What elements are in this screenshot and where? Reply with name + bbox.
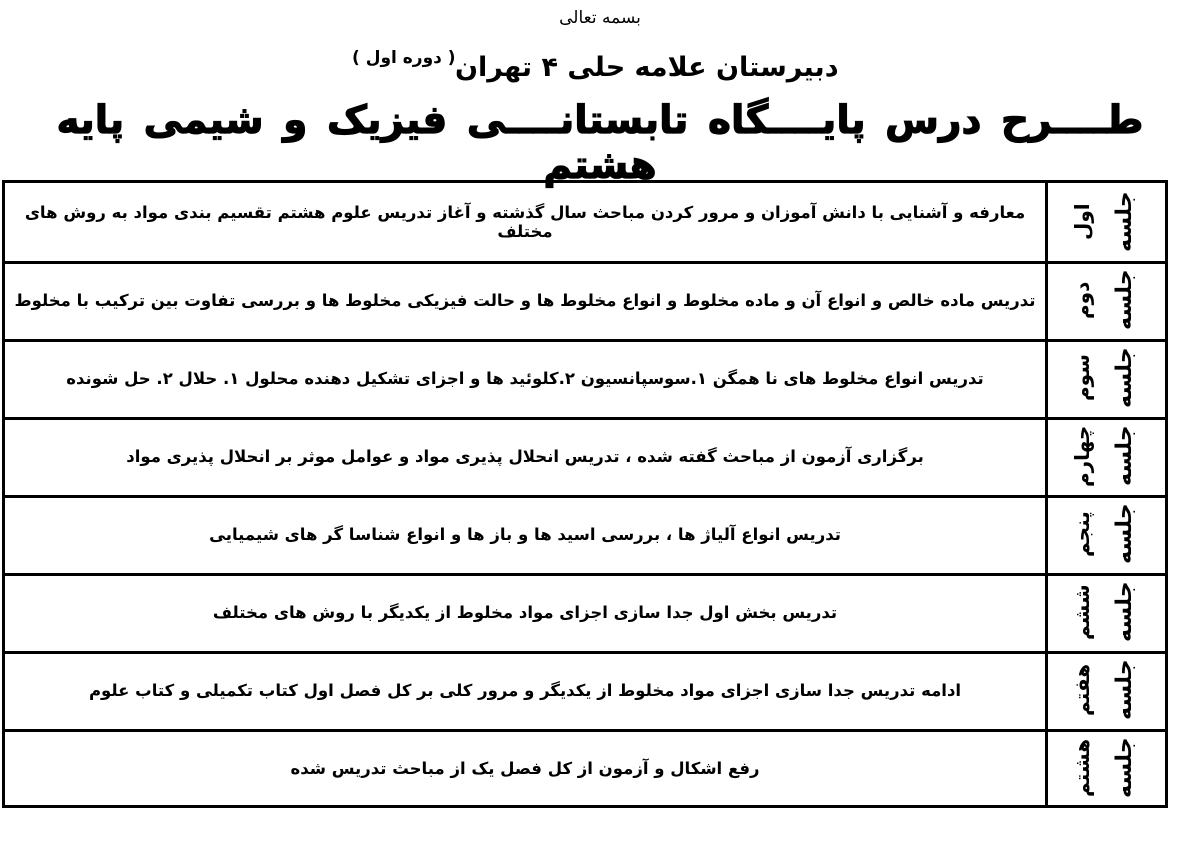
- table-row: [5, 183, 1165, 264]
- session-label-cell: [1045, 339, 1165, 417]
- school-name: دبیرستان علامه حلی ۴ تهران: [455, 52, 839, 83]
- school-line: [0, 48, 1200, 88]
- session-number: سوم: [1070, 354, 1094, 402]
- session-number: دوم: [1070, 281, 1094, 319]
- session-description: تدریس انواع آلیاژ ها ، بررسی اسید ها و باز ها و انواع شناسا گر های شیمیایی: [209, 524, 841, 544]
- session-number: هفتم: [1070, 663, 1094, 717]
- session-label-cell: [1045, 183, 1165, 261]
- session-word: جلسه: [1112, 425, 1137, 487]
- session-word: جلسه: [1112, 581, 1137, 643]
- session-number: چهارم: [1070, 425, 1094, 487]
- session-label-cell: [1045, 495, 1165, 573]
- session-description: برگزاری آزمون از مباحث گفته شده ، تدریس انحلال پذیری مواد و عوامل موثر بر انحلال پذیری مواد: [126, 446, 924, 466]
- session-description: معارفه و آشنایی با دانش آموزان و مرور کردن مباحث سال گذشته و آغاز تدریس علوم هشتم تقسیم بندی مواد به روش های مختلف: [24, 203, 1026, 241]
- table-row: [5, 573, 1165, 654]
- table-row: [5, 729, 1165, 807]
- session-description: تدریس بخش اول جدا سازی اجزای مواد مخلوط از یکدیگر با روش های مختلف: [212, 602, 838, 622]
- session-description: ادامه تدریس جدا سازی اجزای مواد مخلوط از یکدیگر و مرور کلی بر کل فصل اول کتاب تکمیلی و کتاب علوم: [88, 680, 962, 700]
- session-word: جلسه: [1112, 269, 1137, 331]
- session-description: تدریس ماده خالص و انواع آن و ماده مخلوط و انواع مخلوط ها و حالت فیزیکی مخلوط ها و بررسی تفاوت بین ترکیب با مخلوط: [14, 290, 1036, 310]
- session-label-cell: [1045, 729, 1165, 807]
- session-label-cell: [1045, 417, 1165, 495]
- table-row: [5, 417, 1165, 498]
- page-title: طــــرح درس پایــــگاه تابستانــــی فیزیک و شیمی پایه هشتم: [56, 98, 1144, 188]
- session-number: هشتم: [1070, 738, 1094, 798]
- table-row: [5, 651, 1165, 732]
- session-number: ششم: [1070, 584, 1094, 640]
- school-period: ( دوره اول ): [352, 48, 456, 68]
- session-word: جلسه: [1112, 191, 1137, 253]
- session-word: جلسه: [1112, 347, 1137, 409]
- session-label-cell: [1045, 651, 1165, 729]
- session-number: اول: [1070, 203, 1094, 241]
- session-label-cell: [1045, 573, 1165, 651]
- session-word: جلسه: [1112, 737, 1137, 799]
- session-word: جلسه: [1112, 503, 1137, 565]
- table-row: [5, 261, 1165, 342]
- table-row: [5, 495, 1165, 576]
- session-number: پنجم: [1070, 511, 1094, 557]
- session-word: جلسه: [1112, 659, 1137, 721]
- session-description: تدریس انواع مخلوط های نا همگن ۱.سوسپانسیون ۲.کلوئید ها و اجزای تشکیل دهنده محلول ۱. حلال ۲. حل شونده: [66, 368, 984, 388]
- session-description: رفع اشکال و آزمون از کل فصل یک از مباحث تدریس شده: [290, 758, 760, 778]
- lesson-plan-table: [2, 180, 1168, 808]
- table-row: [5, 339, 1165, 420]
- basmala-heading: بسمه تعالی: [559, 8, 641, 28]
- session-label-cell: [1045, 261, 1165, 339]
